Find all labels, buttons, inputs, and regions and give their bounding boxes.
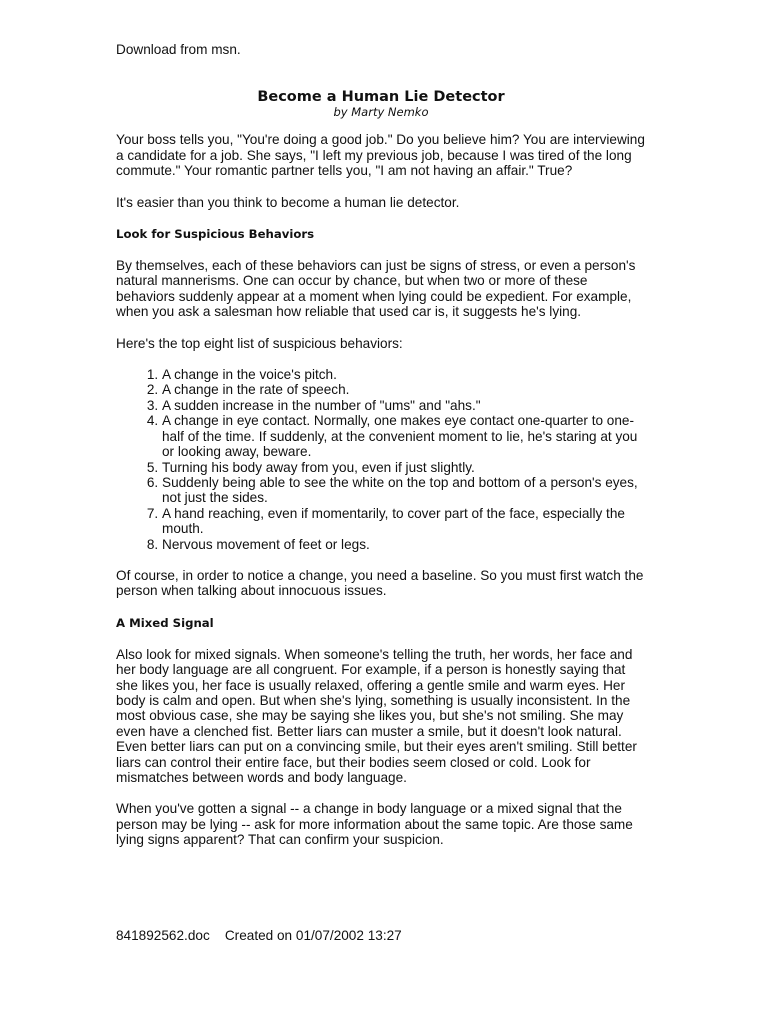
behaviors-list [116,367,646,552]
behaviors-paragraph: By themselves, each of these behaviors can just be signs of stress, or even a person's natural mannerisms. One can occur by chance, but when two or more of these behaviors suddenly appear at a moment when lying could be expedient. For example, when you ask a salesman how reliable that used car is, it suggests he's lying. [116,258,636,320]
header-note: Download from msn. [116,42,241,57]
list-item: 2. A change in the rate of speech. [162,382,646,397]
list-item: 6. Suddenly being able to see the white on the top and bottom of a person's eyes, not just the sides. [162,475,646,506]
section-heading-mixed-signal: A Mixed Signal [116,615,214,630]
footer-filename: 841892562.doc [116,928,210,943]
list-intro: Here's the top eight list of suspicious behaviors: [116,335,403,351]
footer-created-date: Created on 01/07/2002 13:27 [224,928,402,943]
easier-paragraph: It's easier than you think to become a human lie detector. [116,194,460,210]
document-page [116,42,646,848]
section-heading-suspicious-behaviors: Look for Suspicious Behaviors [116,227,315,242]
mixed-signal-paragraph: Also look for mixed signals. When someone's telling the truth, her words, her face and her body language are all congruent. For example, if a person is honestly saying that she likes you, her face is usually relaxed, offering a gentle smile and warm eyes. Her body is calm and open. But when she's lying, something is usually inconsistent. In the most obvious case, she may be saying she likes you, but she's not smiling. She may even have a clenched fist. Better liars can muster a smile, but it doesn't look natural. Even better liars can put on a convincing smile, but their eyes aren't smiling. Still better liars can control their entire face, but their bodies seem closed or cold. Look for mismatches between words and body language. [116,646,637,785]
list-item: 7. A hand reaching, even if momentarily, to cover part of the face, especially the mouth. [162,506,646,537]
document-title: Become a Human Lie Detector [257,89,505,106]
list-item: 1. A change in the voice's pitch. [162,367,646,382]
byline: by Marty Nemko [333,105,429,120]
list-item: 3. A sudden increase in the number of "ums" and "ahs." [162,398,646,413]
list-item: 5. Turning his body away from you, even if just slightly. [162,460,646,475]
intro-paragraph: Your boss tells you, "You're doing a good job." Do you believe him? You are interviewing a candidate for a job. She says, "I left my previous job, because I was tired of the long commute." Your romantic partner tells you, "I am not having an affair." True? [116,132,645,179]
list-item: 8. Nervous movement of feet or legs. [162,537,646,552]
page-footer [116,928,402,944]
baseline-paragraph: Of course, in order to notice a change, you need a baseline. So you must first watch the person when talking about innocuous issues. [116,567,644,599]
list-item: 4. A change in eye contact. Normally, one makes eye contact one-quarter to one-half of the time. If suddenly, at the convenient moment to lie, he's staring at you or looking away, beware. [162,413,646,459]
signal-paragraph: When you've gotten a signal -- a change in body language or a mixed signal that the person may be lying -- ask for more information about the same topic. Are those same lying signs apparent? That can confirm your suspicion. [116,801,633,848]
